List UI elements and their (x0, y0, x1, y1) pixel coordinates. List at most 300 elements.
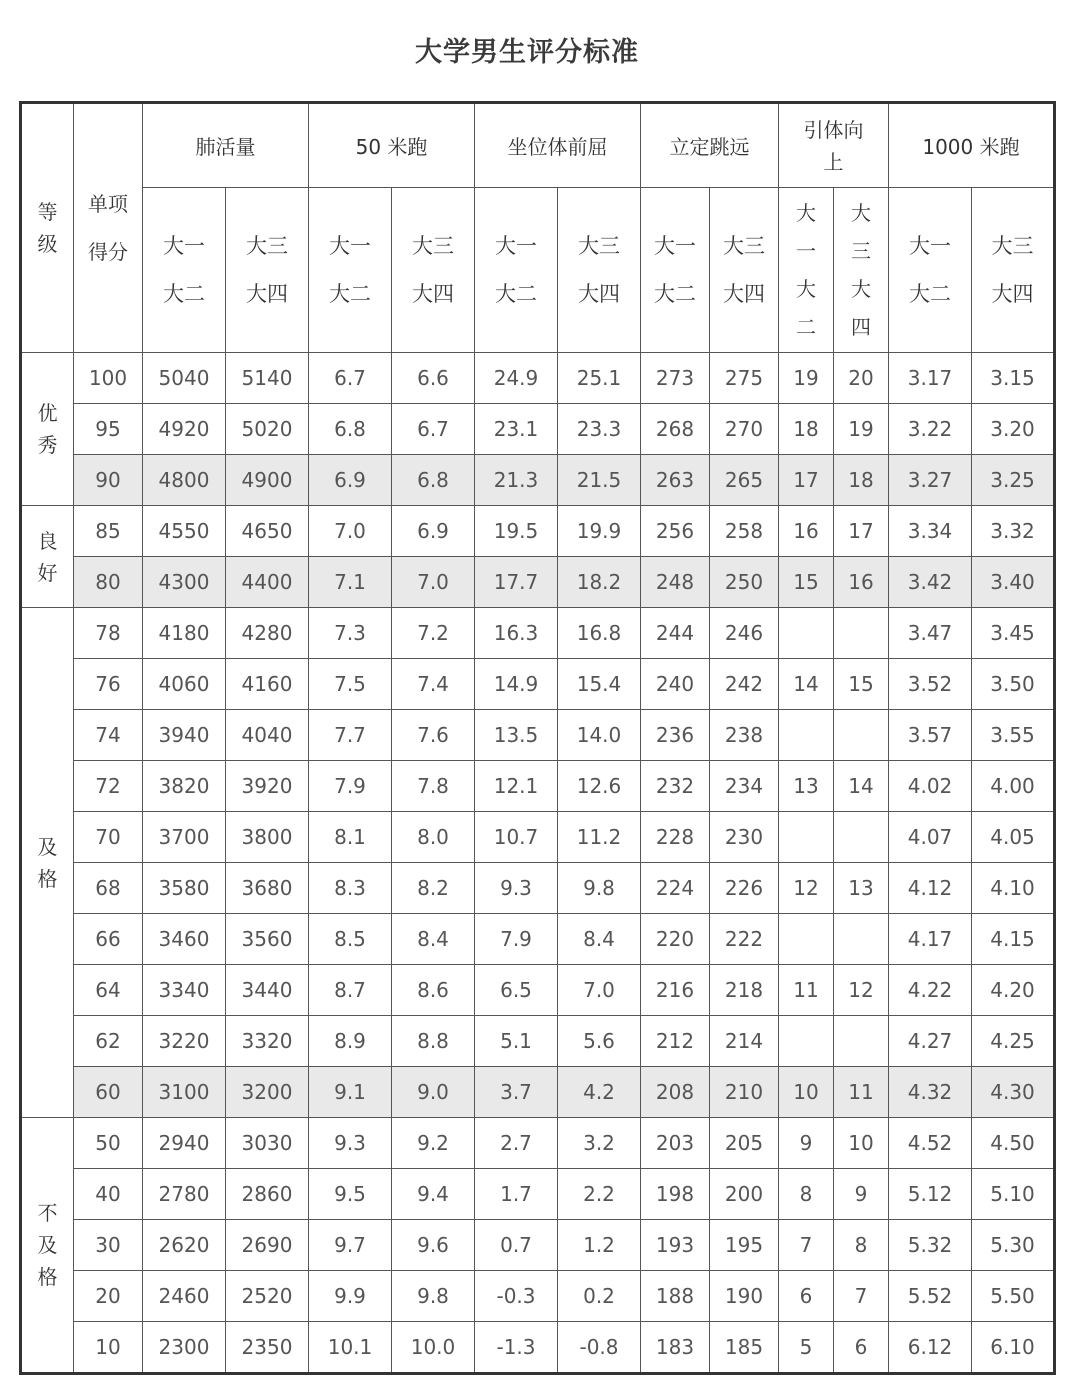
score-header (74, 103, 143, 353)
cell-lung2: 2860 (226, 1169, 309, 1220)
pullup-header-text: 引体向 上 (803, 117, 864, 174)
cell-k1: 3.22 (889, 404, 972, 455)
cell-p2: 19 (834, 404, 889, 455)
cell-s1: 6.5 (475, 965, 558, 1016)
cell-s1: 2.7 (475, 1118, 558, 1169)
cell-p1: 5 (779, 1322, 834, 1374)
cell-j2: 200 (710, 1169, 779, 1220)
cell-s2: 12.6 (558, 761, 641, 812)
grade-cell (21, 506, 74, 608)
cell-k1: 6.12 (889, 1322, 972, 1374)
cell-r1: 6.9 (309, 455, 392, 506)
cell-j1: 273 (641, 353, 710, 404)
cell-k1: 4.52 (889, 1118, 972, 1169)
cell-k2: 3.20 (972, 404, 1055, 455)
cell-score: 64 (74, 965, 143, 1016)
cell-r2: 6.7 (392, 404, 475, 455)
table-row (21, 557, 1055, 608)
cell-j2: 246 (710, 608, 779, 659)
cell-lung2: 3320 (226, 1016, 309, 1067)
jump-year34-label: 大三 大四 (723, 234, 765, 306)
cell-score: 10 (74, 1322, 143, 1374)
cell-p1: 14 (779, 659, 834, 710)
cell-p2: 14 (834, 761, 889, 812)
cell-p2: 8 (834, 1220, 889, 1271)
cell-s1: 17.7 (475, 557, 558, 608)
cell-s1: 16.3 (475, 608, 558, 659)
cell-k2: 3.55 (972, 710, 1055, 761)
jump-year34-header (710, 188, 779, 353)
sitreach-year12-label: 大一 大二 (495, 234, 537, 306)
sitreach-year34-header (558, 188, 641, 353)
cell-j2: 238 (710, 710, 779, 761)
cell-lung2: 2520 (226, 1271, 309, 1322)
cell-j2: 185 (710, 1322, 779, 1374)
cell-j2: 205 (710, 1118, 779, 1169)
cell-j1: 220 (641, 914, 710, 965)
cell-lung1: 3340 (143, 965, 226, 1016)
cell-score: 90 (74, 455, 143, 506)
table-row (21, 353, 1055, 404)
cell-p1 (779, 608, 834, 659)
cell-k2: 5.50 (972, 1271, 1055, 1322)
cell-lung2: 2690 (226, 1220, 309, 1271)
grade-header-text: 等 级 (37, 200, 58, 256)
cell-p2 (834, 812, 889, 863)
table-row (21, 455, 1055, 506)
cell-s1: 3.7 (475, 1067, 558, 1118)
grade-label: 不 及 格 (37, 1201, 58, 1289)
cell-lung1: 2940 (143, 1118, 226, 1169)
cell-lung2: 3560 (226, 914, 309, 965)
cell-r1: 9.9 (309, 1271, 392, 1322)
cell-j2: 226 (710, 863, 779, 914)
cell-p2 (834, 608, 889, 659)
cell-p2: 10 (834, 1118, 889, 1169)
cell-p2: 12 (834, 965, 889, 1016)
cell-p1 (779, 710, 834, 761)
cell-r1: 7.9 (309, 761, 392, 812)
page-title: 大学男生评分标准 (415, 37, 639, 68)
cell-score: 78 (74, 608, 143, 659)
pullup-year12-label: 大 一 大 二 (796, 201, 816, 339)
cell-k2: 3.45 (972, 608, 1055, 659)
cell-r1: 8.3 (309, 863, 392, 914)
cell-score: 62 (74, 1016, 143, 1067)
run1000-year34-label: 大三 大四 (991, 234, 1034, 306)
cell-lung1: 4180 (143, 608, 226, 659)
cell-score: 95 (74, 404, 143, 455)
cell-lung2: 4900 (226, 455, 309, 506)
cell-s1: -1.3 (475, 1322, 558, 1374)
cell-k1: 3.57 (889, 710, 972, 761)
cell-k1: 4.07 (889, 812, 972, 863)
cell-lung2: 4280 (226, 608, 309, 659)
cell-j2: 195 (710, 1220, 779, 1271)
table-row (21, 1169, 1055, 1220)
grade-label: 优 秀 (37, 401, 58, 457)
cell-j2: 230 (710, 812, 779, 863)
cell-r1: 7.7 (309, 710, 392, 761)
cell-s1: 13.5 (475, 710, 558, 761)
table-row (21, 404, 1055, 455)
cell-p2 (834, 1016, 889, 1067)
cell-lung2: 4400 (226, 557, 309, 608)
cell-s2: 19.9 (558, 506, 641, 557)
cell-s2: 1.2 (558, 1220, 641, 1271)
cell-lung2: 3920 (226, 761, 309, 812)
cell-k2: 4.25 (972, 1016, 1055, 1067)
cell-score: 80 (74, 557, 143, 608)
cell-j2: 214 (710, 1016, 779, 1067)
cell-r2: 8.4 (392, 914, 475, 965)
cell-k2: 4.05 (972, 812, 1055, 863)
cell-p1: 13 (779, 761, 834, 812)
run50-header: 50 米跑 (309, 103, 475, 188)
cell-lung2: 2350 (226, 1322, 309, 1374)
cell-j1: 208 (641, 1067, 710, 1118)
cell-k1: 3.42 (889, 557, 972, 608)
pullup-year12-header (779, 188, 834, 353)
cell-k2: 4.20 (972, 965, 1055, 1016)
cell-score: 76 (74, 659, 143, 710)
grade-cell (21, 353, 74, 506)
cell-lung1: 3100 (143, 1067, 226, 1118)
cell-j1: 212 (641, 1016, 710, 1067)
table-row (21, 761, 1055, 812)
cell-p1: 15 (779, 557, 834, 608)
cell-k2: 4.00 (972, 761, 1055, 812)
cell-score: 74 (74, 710, 143, 761)
cell-j1: 193 (641, 1220, 710, 1271)
table-row (21, 608, 1055, 659)
cell-j2: 218 (710, 965, 779, 1016)
cell-lung1: 5040 (143, 353, 226, 404)
cell-s2: 25.1 (558, 353, 641, 404)
cell-score: 100 (74, 353, 143, 404)
cell-k1: 4.02 (889, 761, 972, 812)
cell-lung2: 3440 (226, 965, 309, 1016)
cell-p1: 12 (779, 863, 834, 914)
cell-j1: 216 (641, 965, 710, 1016)
run50-year12-header (309, 188, 392, 353)
cell-r2: 9.4 (392, 1169, 475, 1220)
cell-lung1: 2780 (143, 1169, 226, 1220)
cell-p1 (779, 1016, 834, 1067)
pullup-year34-header (834, 188, 889, 353)
cell-lung1: 3700 (143, 812, 226, 863)
cell-lung1: 3460 (143, 914, 226, 965)
cell-lung1: 2300 (143, 1322, 226, 1374)
cell-r1: 9.5 (309, 1169, 392, 1220)
cell-r1: 9.7 (309, 1220, 392, 1271)
cell-p1: 19 (779, 353, 834, 404)
cell-p1 (779, 812, 834, 863)
cell-j2: 242 (710, 659, 779, 710)
cell-k2: 4.30 (972, 1067, 1055, 1118)
cell-lung2: 5140 (226, 353, 309, 404)
score-table (19, 101, 1056, 1375)
cell-p2: 7 (834, 1271, 889, 1322)
cell-k2: 5.30 (972, 1220, 1055, 1271)
cell-r1: 7.0 (309, 506, 392, 557)
cell-r2: 9.6 (392, 1220, 475, 1271)
cell-lung1: 4800 (143, 455, 226, 506)
table-row (21, 965, 1055, 1016)
cell-lung2: 3800 (226, 812, 309, 863)
cell-j2: 222 (710, 914, 779, 965)
cell-r1: 8.7 (309, 965, 392, 1016)
cell-p1: 16 (779, 506, 834, 557)
cell-p2: 20 (834, 353, 889, 404)
cell-p1: 7 (779, 1220, 834, 1271)
cell-j1: 224 (641, 863, 710, 914)
cell-p1: 10 (779, 1067, 834, 1118)
cell-j1: 268 (641, 404, 710, 455)
cell-r2: 7.2 (392, 608, 475, 659)
cell-lung1: 2620 (143, 1220, 226, 1271)
sitreach-header: 坐位体前屈 (475, 103, 641, 188)
cell-s1: 7.9 (475, 914, 558, 965)
cell-lung1: 3580 (143, 863, 226, 914)
cell-j1: 232 (641, 761, 710, 812)
cell-r2: 7.4 (392, 659, 475, 710)
cell-r1: 6.8 (309, 404, 392, 455)
cell-r1: 6.7 (309, 353, 392, 404)
cell-j2: 270 (710, 404, 779, 455)
jump-year12-header (641, 188, 710, 353)
cell-r1: 8.1 (309, 812, 392, 863)
cell-lung2: 4160 (226, 659, 309, 710)
cell-r1: 10.1 (309, 1322, 392, 1374)
cell-lung1: 4920 (143, 404, 226, 455)
cell-lung1: 3820 (143, 761, 226, 812)
cell-score: 20 (74, 1271, 143, 1322)
table-row (21, 812, 1055, 863)
cell-r2: 9.2 (392, 1118, 475, 1169)
cell-k2: 4.50 (972, 1118, 1055, 1169)
cell-p2: 17 (834, 506, 889, 557)
run50-year12-label: 大一 大二 (329, 234, 371, 306)
lung-year34-header (226, 188, 309, 353)
cell-lung2: 4040 (226, 710, 309, 761)
pullup-year34-label: 大 三 大 四 (851, 201, 871, 339)
cell-k1: 4.22 (889, 965, 972, 1016)
cell-s1: 24.9 (475, 353, 558, 404)
cell-lung1: 4300 (143, 557, 226, 608)
cell-s2: 8.4 (558, 914, 641, 965)
cell-j1: 248 (641, 557, 710, 608)
cell-r2: 6.9 (392, 506, 475, 557)
cell-p2: 15 (834, 659, 889, 710)
cell-j2: 250 (710, 557, 779, 608)
cell-lung1: 4060 (143, 659, 226, 710)
cell-s1: 5.1 (475, 1016, 558, 1067)
cell-j2: 234 (710, 761, 779, 812)
table-row (21, 1067, 1055, 1118)
lung-year12-header (143, 188, 226, 353)
table-row (21, 1220, 1055, 1271)
cell-s2: 11.2 (558, 812, 641, 863)
cell-s2: 7.0 (558, 965, 641, 1016)
cell-r2: 8.0 (392, 812, 475, 863)
cell-r1: 9.1 (309, 1067, 392, 1118)
cell-p2: 11 (834, 1067, 889, 1118)
cell-s1: 19.5 (475, 506, 558, 557)
cell-s2: 2.2 (558, 1169, 641, 1220)
cell-s2: 3.2 (558, 1118, 641, 1169)
cell-k1: 4.32 (889, 1067, 972, 1118)
lung-header: 肺活量 (143, 103, 309, 188)
cell-k2: 4.15 (972, 914, 1055, 965)
run1000-year34-header (972, 188, 1055, 353)
cell-p2: 6 (834, 1322, 889, 1374)
cell-r2: 9.8 (392, 1271, 475, 1322)
cell-s2: 5.6 (558, 1016, 641, 1067)
cell-score: 30 (74, 1220, 143, 1271)
cell-s2: 21.5 (558, 455, 641, 506)
cell-r1: 9.3 (309, 1118, 392, 1169)
cell-s2: 4.2 (558, 1067, 641, 1118)
cell-lung1: 2460 (143, 1271, 226, 1322)
cell-s1: 12.1 (475, 761, 558, 812)
cell-r2: 8.2 (392, 863, 475, 914)
cell-k2: 3.32 (972, 506, 1055, 557)
cell-s2: 14.0 (558, 710, 641, 761)
table-row (21, 1118, 1055, 1169)
cell-s2: 16.8 (558, 608, 641, 659)
cell-lung2: 3030 (226, 1118, 309, 1169)
cell-j2: 190 (710, 1271, 779, 1322)
cell-lung2: 3680 (226, 863, 309, 914)
cell-lung1: 4550 (143, 506, 226, 557)
cell-k2: 4.10 (972, 863, 1055, 914)
cell-k1: 4.27 (889, 1016, 972, 1067)
cell-p2: 9 (834, 1169, 889, 1220)
cell-r2: 9.0 (392, 1067, 475, 1118)
cell-s1: 1.7 (475, 1169, 558, 1220)
cell-j1: 236 (641, 710, 710, 761)
cell-s1: 10.7 (475, 812, 558, 863)
grade-label: 良 好 (37, 528, 58, 585)
jump-header: 立定跳远 (641, 103, 779, 188)
cell-r2: 8.6 (392, 965, 475, 1016)
cell-score: 60 (74, 1067, 143, 1118)
cell-j1: 244 (641, 608, 710, 659)
cell-s2: -0.8 (558, 1322, 641, 1374)
cell-p1 (779, 914, 834, 965)
cell-r1: 8.5 (309, 914, 392, 965)
cell-s1: 21.3 (475, 455, 558, 506)
cell-p1: 6 (779, 1271, 834, 1322)
table-row (21, 863, 1055, 914)
cell-k1: 4.12 (889, 863, 972, 914)
cell-lung2: 4650 (226, 506, 309, 557)
cell-score: 72 (74, 761, 143, 812)
grade-cell (21, 1118, 74, 1374)
cell-lung1: 3940 (143, 710, 226, 761)
cell-j2: 258 (710, 506, 779, 557)
cell-k2: 3.15 (972, 353, 1055, 404)
run1000-header: 1000 米跑 (889, 103, 1055, 188)
cell-j2: 265 (710, 455, 779, 506)
table-row (21, 710, 1055, 761)
cell-s2: 9.8 (558, 863, 641, 914)
cell-j1: 198 (641, 1169, 710, 1220)
cell-score: 70 (74, 812, 143, 863)
cell-k2: 5.10 (972, 1169, 1055, 1220)
table-row (21, 914, 1055, 965)
cell-s2: 0.2 (558, 1271, 641, 1322)
lung-year34-label: 大三 大四 (246, 234, 288, 306)
cell-lung2: 3200 (226, 1067, 309, 1118)
cell-s1: 9.3 (475, 863, 558, 914)
cell-k1: 3.47 (889, 608, 972, 659)
cell-k1: 5.32 (889, 1220, 972, 1271)
cell-j2: 210 (710, 1067, 779, 1118)
cell-p1: 17 (779, 455, 834, 506)
cell-p1: 11 (779, 965, 834, 1016)
cell-lung2: 5020 (226, 404, 309, 455)
cell-s2: 18.2 (558, 557, 641, 608)
table-row (21, 659, 1055, 710)
cell-score: 40 (74, 1169, 143, 1220)
cell-p2: 16 (834, 557, 889, 608)
cell-r2: 6.8 (392, 455, 475, 506)
cell-k1: 3.27 (889, 455, 972, 506)
cell-k1: 3.34 (889, 506, 972, 557)
cell-r2: 6.6 (392, 353, 475, 404)
cell-score: 68 (74, 863, 143, 914)
table-row (21, 1016, 1055, 1067)
cell-k2: 6.10 (972, 1322, 1055, 1374)
cell-j1: 183 (641, 1322, 710, 1374)
lung-year12-label: 大一 大二 (163, 234, 205, 306)
table-row (21, 506, 1055, 557)
cell-r2: 7.0 (392, 557, 475, 608)
score-header-text: 单项 得分 (88, 192, 128, 264)
cell-r2: 10.0 (392, 1322, 475, 1374)
run1000-year12-label: 大一 大二 (909, 234, 951, 306)
cell-s2: 15.4 (558, 659, 641, 710)
grade-label: 及 格 (37, 834, 58, 891)
cell-k1: 5.52 (889, 1271, 972, 1322)
table-row (21, 1271, 1055, 1322)
cell-r1: 7.5 (309, 659, 392, 710)
cell-j1: 256 (641, 506, 710, 557)
cell-s1: -0.3 (475, 1271, 558, 1322)
cell-j1: 228 (641, 812, 710, 863)
cell-score: 50 (74, 1118, 143, 1169)
cell-k2: 3.50 (972, 659, 1055, 710)
cell-r1: 7.3 (309, 608, 392, 659)
cell-p2 (834, 914, 889, 965)
cell-r1: 8.9 (309, 1016, 392, 1067)
cell-p1: 8 (779, 1169, 834, 1220)
grade-header (21, 103, 74, 353)
cell-r1: 7.1 (309, 557, 392, 608)
cell-j1: 263 (641, 455, 710, 506)
cell-r2: 7.8 (392, 761, 475, 812)
sitreach-year12-header (475, 188, 558, 353)
cell-p2: 13 (834, 863, 889, 914)
cell-k1: 3.52 (889, 659, 972, 710)
cell-j2: 275 (710, 353, 779, 404)
cell-score: 85 (74, 506, 143, 557)
cell-p2: 18 (834, 455, 889, 506)
cell-j1: 203 (641, 1118, 710, 1169)
cell-p2 (834, 710, 889, 761)
